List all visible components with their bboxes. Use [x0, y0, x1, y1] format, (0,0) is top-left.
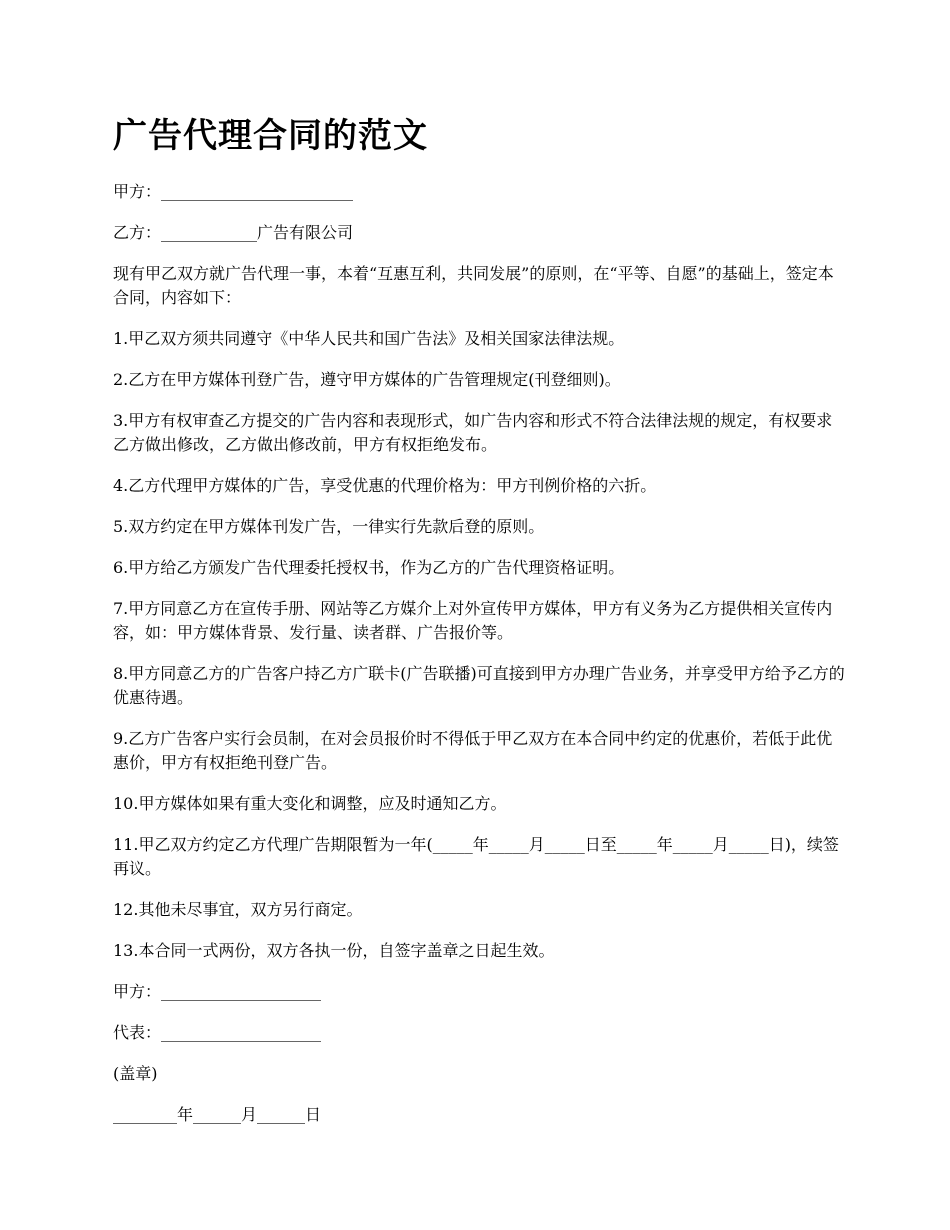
party-b-line: 乙方：____________广告有限公司 — [113, 223, 354, 242]
clause-13: 13.本合同一式两份，双方各执一份，自签字盖章之日起生效。 — [113, 941, 555, 960]
clause-10: 10.甲方媒体如果有重大变化和调整，应及时通知乙方。 — [113, 794, 507, 813]
clause-3: 3.甲方有权审查乙方提交的广告内容和表现形式，如广告内容和形式不符合法律法规的规定，有权要求乙方做出修改，乙方做出修改前，甲方有权拒绝发布。 — [113, 411, 833, 454]
signature-party-a: 甲方：____________________ — [113, 982, 322, 1001]
seal-label: (盖章) — [113, 1064, 158, 1083]
document-page — [113, 112, 848, 1144]
clause-6: 6.甲方给乙方颁发广告代理委托授权书，作为乙方的广告代理资格证明。 — [113, 558, 625, 577]
date-line: ________年______月______日 — [113, 1105, 322, 1124]
party-a-line: 甲方：________________________ — [113, 182, 354, 201]
document-title: 广告代理合同的范文 — [113, 116, 428, 156]
clause-5: 5.双方约定在甲方媒体刊发广告，一律实行先款后登的原则。 — [113, 517, 545, 536]
intro-paragraph: 现有甲乙双方就广告代理一事，本着“互惠互利，共同发展”的原则，在“平等、自愿”的基础上，签定本合同，内容如下： — [113, 264, 834, 307]
clause-4: 4.乙方代理甲方媒体的广告，享受优惠的代理价格为：甲方刊例价格的六折。 — [113, 476, 657, 495]
clause-7: 7.甲方同意乙方在宣传手册、网站等乙方媒介上对外宣传甲方媒体，甲方有义务为乙方提供相关宣传内容，如：甲方媒体背景、发行量、读者群、广告报价等。 — [113, 599, 833, 642]
clause-11: 11.甲乙双方约定乙方代理广告期限暂为一年(_____年_____月_____日至_____年_____月_____日)，续签再议。 — [113, 835, 839, 878]
clause-9: 9.乙方广告客户实行会员制，在对会员报价时不得低于甲乙双方在本合同中约定的优惠价，若低于此优惠价，甲方有权拒绝刊登广告。 — [113, 729, 833, 772]
signature-representative: 代表：____________________ — [113, 1023, 322, 1042]
clause-1: 1.甲乙双方须共同遵守《中华人民共和国广告法》及相关国家法律法规。 — [113, 329, 625, 348]
clause-8: 8.甲方同意乙方的广告客户持乙方广联卡(广告联播)可直接到甲方办理广告业务，并享受甲方给予乙方的优惠待遇。 — [113, 664, 845, 707]
clause-2: 2.乙方在甲方媒体刊登广告，遵守甲方媒体的广告管理规定(刊登细则)。 — [113, 370, 621, 389]
clause-12: 12.其他未尽事宜，双方另行商定。 — [113, 900, 363, 919]
